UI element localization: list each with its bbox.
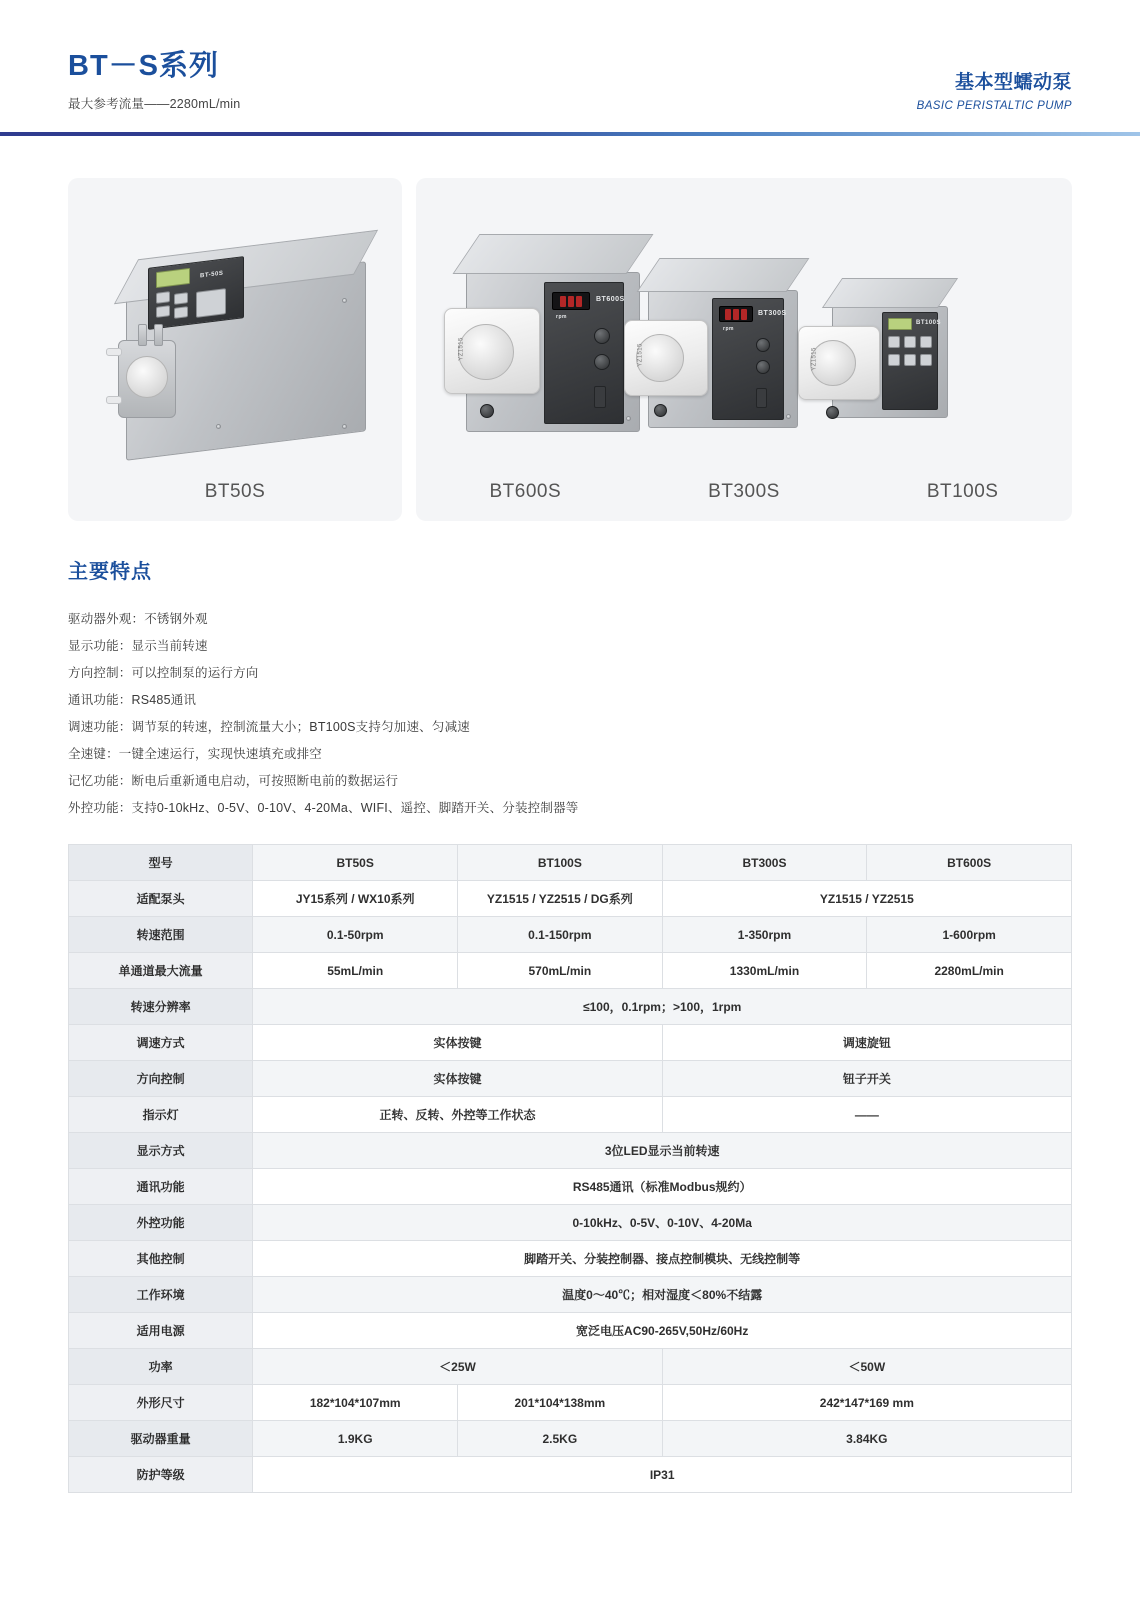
spec-cell: 钮子开关 <box>662 1061 1071 1097</box>
spec-row-label: 外形尺寸 <box>69 1385 253 1421</box>
table-row <box>69 1025 1072 1061</box>
spec-row-label: 适用电源 <box>69 1313 253 1349</box>
spec-cell: 1.9KG <box>253 1421 458 1457</box>
table-row <box>69 1385 1072 1421</box>
spec-row-label: 转速范围 <box>69 917 253 953</box>
head-label-bt300s: YZ1515 <box>637 343 644 367</box>
table-row <box>69 881 1072 917</box>
rpm-mark-bt300s: rpm <box>723 326 734 332</box>
spec-column-header: BT600S <box>867 845 1072 881</box>
spec-column-header: BT50S <box>253 845 458 881</box>
spec-cell: 242*147*169 mm <box>662 1385 1071 1421</box>
feature-item: 全速键：一键全速运行，实现快速填充或排空 <box>68 747 323 761</box>
spec-cell: 2280mL/min <box>867 953 1072 989</box>
spec-row-label: 转速分辨率 <box>69 989 253 1025</box>
caption-bt100s: BT100S <box>926 481 999 502</box>
spec-cell: ≤100，0.1rpm；>100，1rpm <box>253 989 1072 1025</box>
spec-cell: 55mL/min <box>253 953 458 989</box>
pump-image-bt100s <box>798 260 988 470</box>
spec-cell: 实体按键 <box>253 1061 662 1097</box>
features-section <box>0 521 1140 822</box>
spec-cell: 0.1-50rpm <box>253 917 458 953</box>
feature-item: 外控功能：支持0-10kHz、0-5V、0-10V、4-20Ma、WIFI、遥控、脚踏开关、分装控制器等 <box>68 801 579 815</box>
spec-table-body <box>69 845 1072 1493</box>
spec-cell: 宽泛电压AC90-265V,50Hz/60Hz <box>253 1313 1072 1349</box>
page-header <box>0 0 1140 136</box>
feature-item: 通讯功能：RS485通讯 <box>68 693 197 707</box>
spec-row-label: 工作环境 <box>69 1277 253 1313</box>
spec-column-header: BT300S <box>662 845 867 881</box>
title-block <box>68 43 240 112</box>
table-row <box>69 1349 1072 1385</box>
table-row <box>69 1313 1072 1349</box>
table-row <box>69 1241 1072 1277</box>
device-mark-bt50s: BT-50S <box>200 270 224 280</box>
pump-image-bt50s <box>96 228 386 478</box>
category-title-cn: 基本型蠕动泵 <box>954 72 1072 93</box>
spec-cell: ＜25W <box>253 1349 662 1385</box>
spec-row-label: 通讯功能 <box>69 1169 253 1205</box>
caption-bt300s: BT300S <box>708 481 780 502</box>
device-mark-bt300s: BT300S <box>758 310 787 317</box>
spec-cell: RS485通讯（标准Modbus规约） <box>253 1169 1072 1205</box>
spec-row-label: 其他控制 <box>69 1241 253 1277</box>
table-row <box>69 1061 1072 1097</box>
spec-row-label: 型号 <box>69 845 253 881</box>
spec-row-label: 显示方式 <box>69 1133 253 1169</box>
spec-cell: 3位LED显示当前转速 <box>253 1133 1072 1169</box>
category-title-en: BASIC PERISTALTIC PUMP <box>916 100 1072 112</box>
spec-cell: JY15系列 / WX10系列 <box>253 881 458 917</box>
pump-image-bt300s <box>624 234 824 464</box>
spec-row-label: 驱动器重量 <box>69 1421 253 1457</box>
spec-column-header: BT100S <box>458 845 663 881</box>
rpm-mark-bt600s: rpm <box>556 314 567 320</box>
spec-row-label: 适配泵头 <box>69 881 253 917</box>
table-row <box>69 1169 1072 1205</box>
spec-cell: 570mL/min <box>458 953 663 989</box>
spec-cell: 0.1-150rpm <box>458 917 663 953</box>
feature-item: 方向控制：可以控制泵的运行方向 <box>68 666 259 680</box>
spec-row-label: 指示灯 <box>69 1097 253 1133</box>
feature-item: 驱动器外观：不锈钢外观 <box>68 612 208 626</box>
led-display-bt300s <box>719 306 753 322</box>
spec-cell: 201*104*138mm <box>458 1385 663 1421</box>
caption-row-right <box>416 481 1072 503</box>
gallery-panel-large <box>416 178 1072 521</box>
table-row <box>69 1277 1072 1313</box>
spec-row-label: 功率 <box>69 1349 253 1385</box>
feature-item: 调速功能：调节泵的转速，控制流量大小；BT100S支持匀加速、匀减速 <box>68 720 470 734</box>
spec-cell: 正转、反转、外控等工作状态 <box>253 1097 662 1133</box>
spec-cell: 1330mL/min <box>662 953 867 989</box>
spec-table <box>68 844 1072 1493</box>
page-title: BT－S系列 <box>68 50 220 82</box>
table-row <box>69 917 1072 953</box>
table-row <box>69 1421 1072 1457</box>
spec-cell: IP31 <box>253 1457 1072 1493</box>
header-divider <box>0 132 1140 136</box>
spec-cell: 脚踏开关、分装控制器、接点控制模块、无线控制等 <box>253 1241 1072 1277</box>
spec-row-label: 调速方式 <box>69 1025 253 1061</box>
spec-row-label: 方向控制 <box>69 1061 253 1097</box>
spec-cell: 1-350rpm <box>662 917 867 953</box>
table-row <box>69 989 1072 1025</box>
table-row <box>69 845 1072 881</box>
feature-item: 记忆功能：断电后重新通电启动，可按照断电前的数据运行 <box>68 774 399 788</box>
features-list <box>68 606 1072 822</box>
head-label-bt100s: YZ1515 <box>811 347 818 371</box>
head-label-bt600s: YZ1515 <box>458 337 465 361</box>
feature-item: 显示功能：显示当前转速 <box>68 639 208 653</box>
spec-table-wrap <box>0 822 1140 1493</box>
caption-bt50s: BT50S <box>204 481 266 502</box>
table-row <box>69 1133 1072 1169</box>
spec-cell: YZ1515 / YZ2515 / DG系列 <box>458 881 663 917</box>
table-row <box>69 953 1072 989</box>
spec-cell: 0-10kHz、0-5V、0-10V、4-20Ma <box>253 1205 1072 1241</box>
page-subtitle: 最大参考流量——2280mL/min <box>68 97 241 111</box>
caption-row-left <box>68 481 402 503</box>
table-row <box>69 1205 1072 1241</box>
device-mark-bt100s: BT100S <box>916 320 942 326</box>
led-display-bt600s <box>552 292 590 310</box>
spec-cell: 1-600rpm <box>867 917 1072 953</box>
spec-cell: 3.84KG <box>662 1421 1071 1457</box>
spec-row-label: 单通道最大流量 <box>69 953 253 989</box>
spec-cell: ＜50W <box>662 1349 1071 1385</box>
features-title: 主要特点 <box>68 561 152 583</box>
spec-cell: 2.5KG <box>458 1421 663 1457</box>
spec-cell: 实体按键 <box>253 1025 662 1061</box>
product-gallery <box>0 136 1140 521</box>
caption-bt600s: BT600S <box>489 481 562 502</box>
spec-row-label: 外控功能 <box>69 1205 253 1241</box>
device-mark-bt600s: BT600S <box>596 296 625 303</box>
table-row <box>69 1097 1072 1133</box>
spec-row-label: 防护等级 <box>69 1457 253 1493</box>
spec-cell: 温度0～40℃；相对湿度＜80%不结露 <box>253 1277 1072 1313</box>
product-category-block <box>917 67 1072 112</box>
spec-cell: YZ1515 / YZ2515 <box>662 881 1071 917</box>
spec-cell: 182*104*107mm <box>253 1385 458 1421</box>
spec-cell: —— <box>662 1097 1071 1133</box>
gallery-panel-bt50s <box>68 178 402 521</box>
spec-cell: 调速旋钮 <box>662 1025 1071 1061</box>
table-row <box>69 1457 1072 1493</box>
